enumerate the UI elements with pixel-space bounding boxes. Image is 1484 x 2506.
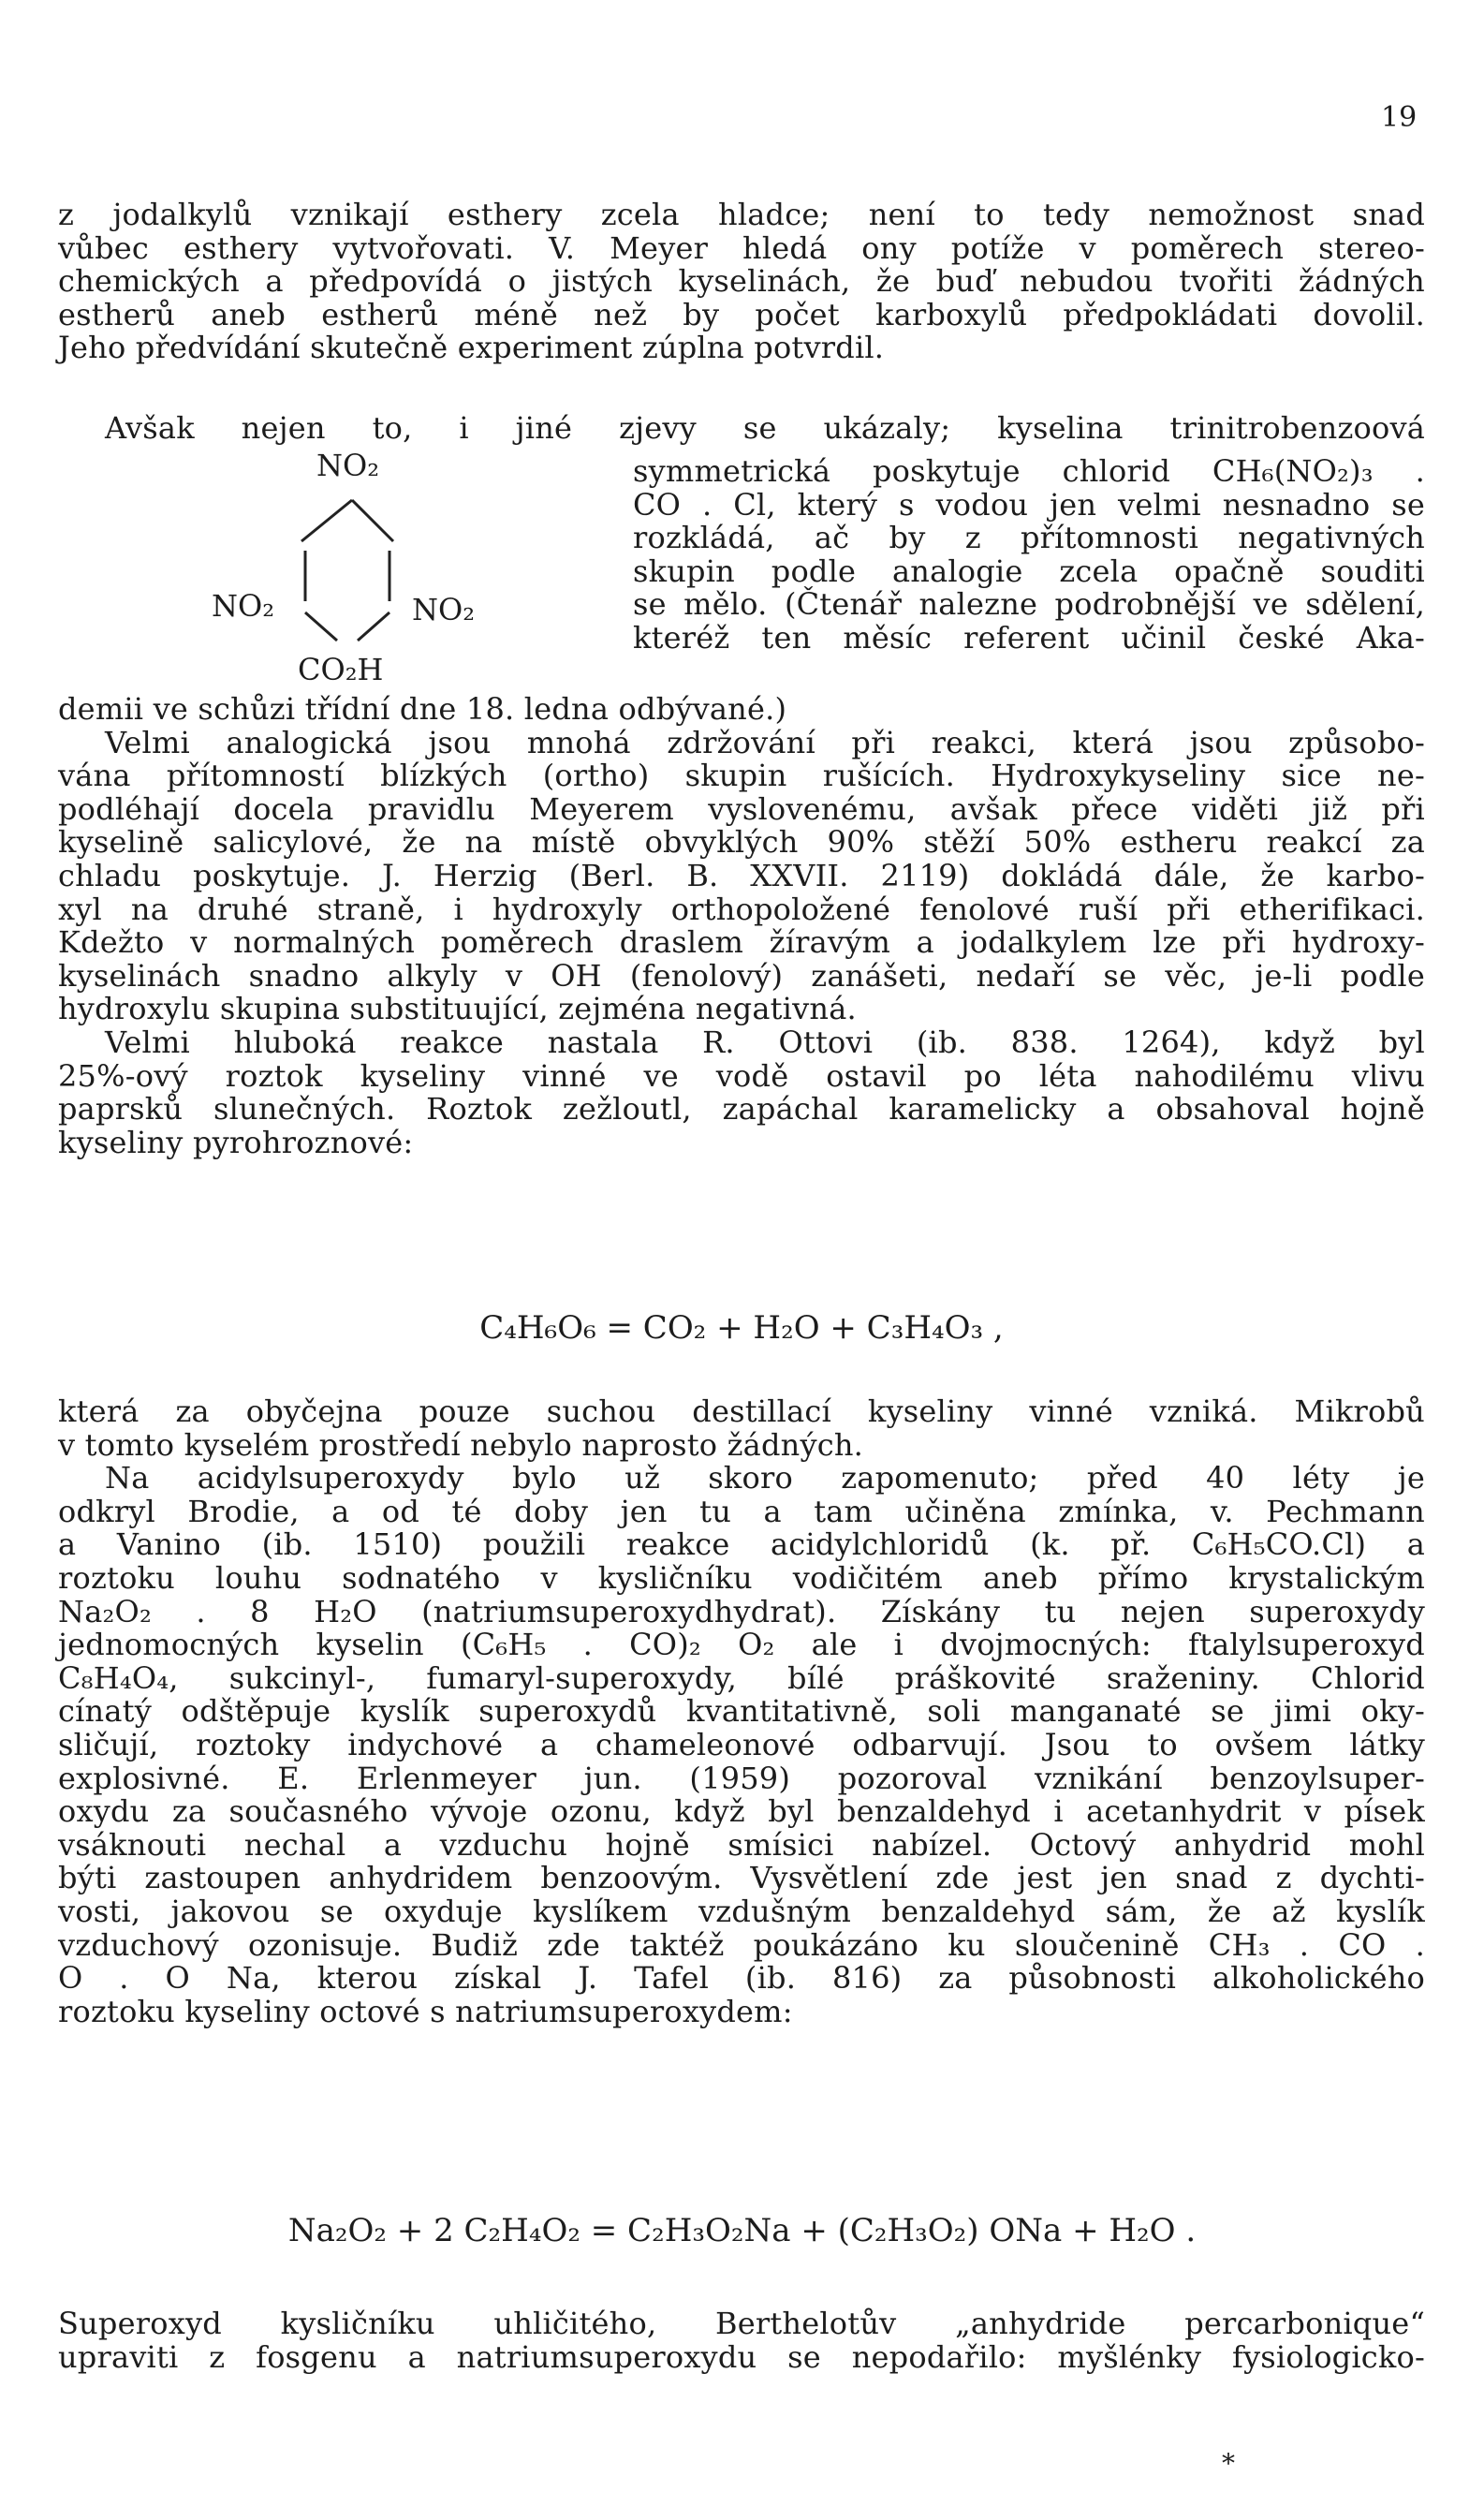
text-line: vzduchový ozonisuje. Budiž zde taktéž poukázáno ku sloučenině CH₃ . CO . bbox=[58, 1926, 1425, 1963]
text-line: estherů aneb estherů méně než by počet karboxylů předpokládati dovolil. bbox=[58, 296, 1425, 332]
text-line: chladu poskytuje. J. Herzig (Berl. B. XXVII. 2119) dokládá dále, že karbo- bbox=[58, 857, 1425, 893]
text-line: rozkládá, ač by z přítomnosti negativných bbox=[633, 520, 1425, 556]
text-line: C₈H₄O₄, sukcinyl-, fumaryl-superoxydy, bílé práškovité sraženiny. Chlorid bbox=[58, 1659, 1425, 1696]
text-line: Velmi hluboká reakce nastala R. Ottovi (ib. 838. 1264), když byl bbox=[105, 1024, 1425, 1060]
text-line: roztoku kyseliny octové s natriumsuperoxydem: bbox=[58, 1993, 793, 2029]
text-line: odkryl Brodie, a od té doby jen tu a tam učiněna zmínka, v. Pechmann bbox=[58, 1493, 1425, 1529]
text-line: Na acidylsuperoxydy bylo už skoro zapomenuto; před 40 léty je bbox=[105, 1460, 1425, 1496]
text-line: z jodalkylů vznikají esthery zcela hladce; není to tedy nemožnost snad bbox=[58, 197, 1425, 232]
text-line: Avšak nejen to, i jiné zjevy se ukázaly; kyselina trinitrobenzoová bbox=[105, 410, 1425, 446]
text-line: Velmi analogická jsou mnohá zdržování při reakci, která jsou způsobo- bbox=[105, 724, 1425, 760]
text-line: skupin podle analogie zcela opačně souditi bbox=[633, 553, 1425, 589]
text-line: kyselinách snadno alkyly v OH (fenolový) zanášeti, nedaří se věc, je-li podle bbox=[58, 957, 1425, 994]
page-number: 19 bbox=[1381, 101, 1418, 134]
paragraph-7 bbox=[58, 2307, 1425, 2374]
text-line: paprsků slunečných. Roztok zežloutl, zapáchal karamelicky a obsahoval hojně bbox=[58, 1091, 1425, 1128]
text-line: vůbec esthery vytvořovati. V. Meyer hledá ony potíže v poměrech stereo- bbox=[58, 229, 1425, 266]
bottom-substituent: CO₂H bbox=[298, 652, 384, 687]
side-text bbox=[633, 455, 1425, 656]
paragraph-1 bbox=[58, 199, 1425, 365]
text-line: vosti, jakovou se oxyduje kyslíkem vzdušným benzaldehyd sám, že až kyslík bbox=[58, 1893, 1425, 1929]
text-line: sličují, roztoky indychové a chameleonové odbarvují. Jsou to ovšem látky bbox=[58, 1726, 1425, 1762]
right-substituent: NO₂ bbox=[412, 592, 476, 627]
text-line: kyselině salicylové, že na místě obvyklých 90% stěží 50% estheru reakcí za bbox=[58, 824, 1425, 861]
text-line: CO . Cl, který s vodou jen velmi nesnadno se bbox=[633, 486, 1425, 523]
text-line: vána přítomností blízkých (ortho) skupin rušících. Hydroxykyseliny sice ne- bbox=[58, 758, 1425, 794]
text-line: symmetrická poskytuje chlorid CH₆(NO₂)₃ . bbox=[633, 453, 1425, 489]
equation-1: C₄H₆O₆ = CO₂ + H₂O + C₃H₄O₃ , bbox=[479, 1309, 1004, 1347]
text-line: kteréž ten měsíc referent učinil české Aka- bbox=[633, 619, 1425, 656]
text-line: která za obyčejna pouze suchou destillací kyseliny vinné vzniká. Mikrobů bbox=[58, 1393, 1425, 1429]
text-line: Jeho předvídání skutečně experiment zúplna potvrdil. bbox=[58, 330, 885, 366]
signature-mark: * bbox=[1222, 2448, 1235, 2479]
text-line: oxydu za současného vývoje ozonu, když byl benzaldehyd i acetanhydrit v písek bbox=[58, 1793, 1425, 1830]
text-line: Superoxyd kysličníku uhličitého, Berthelotův „anhydride percarbonique“ bbox=[58, 2306, 1425, 2341]
text-line: xyl na druhé straně, i hydroxyly orthopoložené fenolové ruší při etherifikaci. bbox=[58, 891, 1425, 927]
text-line: explosivné. E. Erlenmeyer jun. (1959) pozoroval vznikání benzoylsuper- bbox=[58, 1760, 1425, 1796]
text-line: cínatý odštěpuje kyslík superoxydů kvantitativně, soli manganaté se jimi oky- bbox=[58, 1693, 1425, 1730]
text-line: vsáknouti nechal a vzduchu hojně smísici nabízel. Octový anhydrid mohl bbox=[58, 1826, 1425, 1863]
text-line: chemických a předpovídá o jistých kyselinách, že buď nebudou tvořiti žádných bbox=[58, 263, 1425, 300]
text-line: se mělo. (Čtenář nalezne podrobnější ve sdělení, bbox=[633, 586, 1425, 623]
text-line: jednomocných kyselin (C₆H₅ . CO)₂ O₂ ale i dvojmocných: ftalylsuperoxyd bbox=[58, 1627, 1425, 1663]
text-line: hydroxylu skupina substituující, zejména negativná. bbox=[58, 991, 857, 1027]
left-substituent: NO₂ bbox=[212, 588, 275, 624]
text-line: O . O Na, kterou získal J. Tafel (ib. 816) za působnosti alkoholického bbox=[58, 1960, 1425, 1997]
paragraph-2-first-line bbox=[58, 412, 1425, 446]
paragraph-5 bbox=[58, 1395, 1425, 2028]
text-line: Kdežto v normalných poměrech draslem žíravým a jodalkylem lze při hydroxy- bbox=[58, 924, 1425, 961]
text-line: upraviti z fosgenu a natriumsuperoxydu se nepodařilo: myšlénky fysiologicko- bbox=[58, 2338, 1425, 2375]
top-substituent: NO₂ bbox=[316, 448, 380, 483]
trinitrobenzoic-acid-structure bbox=[178, 448, 487, 702]
text-line: roztoku louhu sodnatého v kysličníku vodičitém aneb přímo krystalickým bbox=[58, 1559, 1425, 1596]
text-line: demii ve schůzi třídní dne 18. ledna odbývané.) bbox=[58, 691, 787, 727]
text-line: podléhají docela pravidlu Meyerem vyslovenému, avšak přece viděti již při bbox=[58, 790, 1425, 827]
equation-2: Na₂O₂ + 2 C₂H₄O₂ = C₂H₃O₂Na + (C₂H₃O₂) ONa + H₂O . bbox=[287, 2212, 1197, 2249]
text-line: býti zastoupen anhydridem benzoovým. Vysvětlení zde jest jen snad z dychti- bbox=[58, 1860, 1425, 1896]
text-line: Na₂O₂ . 8 H₂O (natriumsuperoxydhydrat). Získány tu nejen superoxydy bbox=[58, 1593, 1425, 1629]
text-line: v tomto kyselém prostředí nebylo naprosto žádných. bbox=[58, 1426, 864, 1463]
text-line: 25%-ový roztok kyseliny vinné ve vodě ostavil po léta nahodilému vlivu bbox=[58, 1057, 1425, 1094]
text-line: kyseliny pyrohroznové: bbox=[58, 1124, 414, 1160]
text-line: a Vanino (ib. 1510) použili reakce acidylchloridů (k. př. C₆H₅CO.Cl) a bbox=[58, 1526, 1425, 1563]
paragraph-3 bbox=[58, 693, 1425, 1159]
